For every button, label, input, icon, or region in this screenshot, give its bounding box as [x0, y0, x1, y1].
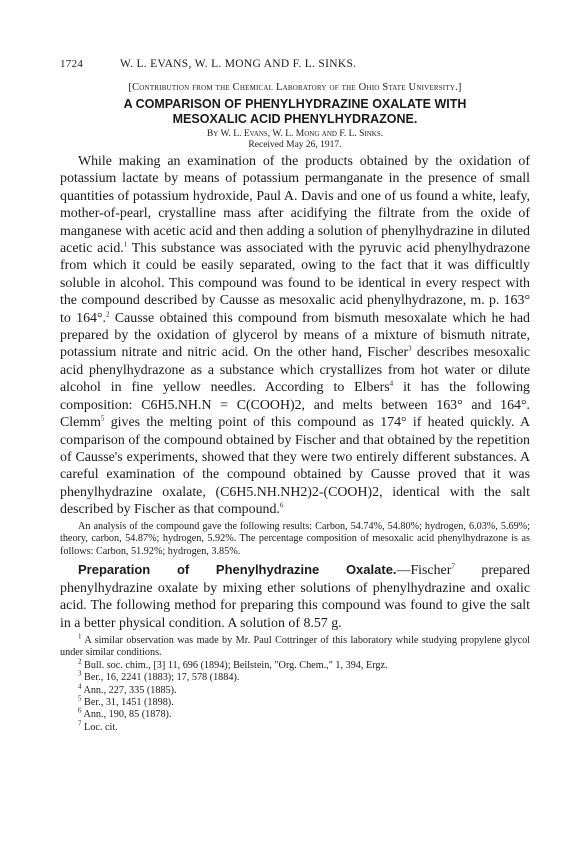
title-line-2: MESOXALIC ACID PHENYLHYDRAZONE. [172, 112, 418, 126]
para-text: it has the following composition: C6H5.NH.N = C(COOH)2, and melts between 163° and 164°. Clemm [60, 380, 530, 431]
page-number: 1724 [60, 58, 84, 70]
authors: By W. L. Evans, W. L. Mong and F. L. Sinks. [206, 129, 384, 139]
footnote-ref: 4 [389, 379, 394, 388]
footnote: $^2$ Bull. soc. chim., [3] 11, 696 (1894); Beilstein, "Org. Chem.," 1, 394, Ergz. [78, 657, 388, 671]
section-heading: Preparation of Phenylhydrazine Oxalate. [78, 562, 397, 578]
analysis-note: An analysis of the compound gave the following results: Carbon, 54.74%, 54.80%; hydrogen, 6.03%, 5.69%; theory, carbon, 54.87%; hydrogen, 5.92%. The percentage composition of mesoxalic acid phenylhydrazone is as follows: Carbon, 51.92%; hydrogen, 3.85%. [60, 520, 530, 557]
journal-page [60, 58, 530, 734]
footnote-ref: 1 [123, 240, 128, 249]
footnote-ref: 5 [100, 414, 105, 423]
footnote: $^5$ Ber., 31, 1451 (1898). [78, 694, 174, 708]
preparation-paragraph [60, 561, 530, 632]
running-title: W. L. EVANS, W. L. MONG AND F. L. SINKS. [120, 58, 357, 70]
footnote-ref: 6 [279, 501, 284, 510]
contribution-line: [Contribution from the Chemical Laboratory of the Ohio State University.] [128, 82, 462, 93]
para-text: describes mesoxalic acid phenylhydrazone as a substance which crystallizes from hot water or dilute alcohol in fine yellow needles. According to Elbers [60, 345, 530, 396]
footnote-ref: 7 [451, 562, 455, 571]
article-title [60, 97, 530, 127]
footnote-ref: 3 [408, 344, 412, 353]
received-date: Received May 26, 1917. [248, 140, 342, 150]
para-text: prepared phenylhydrazine oxalate by mixing ether solutions of phenylhydrazine and oxalic acid. The following method for preparing this compound was found to give the salt in a better physical condition. A solution of 8.57 g. [60, 563, 530, 631]
footnote: $^6$ Ann., 190, 85 (1878). [78, 706, 172, 721]
para-text: Causse obtained this compound from bismuth mesoxalate which he had prepared by the oxidation of glycerol by means of a mixture of bismuth nitrate, potassium nitrate and nitric acid. On the other hand, Fischer [60, 310, 530, 361]
footnote: $^7$ Loc. cit. [78, 719, 118, 733]
footnote-ref: 2 [106, 310, 110, 319]
footnote: $^3$ Ber., 16, 2241 (1883); 17, 578 (1884). [78, 669, 240, 684]
footnote: $^4$ Ann., 227, 335 (1885). [78, 682, 177, 696]
para-text: gives the melting point of this compound as 174° if heated quickly. A comparison of the compound obtained by Fischer and that obtained by the repetition of Causse's experiments, showed that they were two entirely different substances. A careful examination of the compound obtained by Causse proved that it was phenylhydrazine oxalate, (C6H5.NH.NH2)2-(COOH)2, identical with the salt described by Fischer as that compound. [60, 415, 530, 518]
running-head [60, 58, 530, 74]
para-text: While making an examination of the products obtained by the oxidation of potassium lactate by means of potassium permanganate in the presence of small quantities of potassium hydroxide, Paul A. Davis and one of us found a white, leafy, mother-of-pearl, crystalline mass after acidifying the filtrate from the oxide of manganese with acetic acid and then adding a solution of phenylhydrazine in diluted acetic acid. [60, 154, 530, 257]
para-text: This substance was associated with the pyruvic acid phenylhydrazone from which it could be easily separated, owing to the fact that it was difficultly soluble in alcohol. This compound was found to be identical in every respect with the compound described by Causse as mesoxalic acid phenylhydrazone, m. p. 163° to 164°. [60, 241, 530, 326]
footnotes [60, 632, 530, 734]
para-text: —Fischer [396, 563, 452, 579]
title-line-1: A COMPARISON OF PHENYLHYDRAZINE OXALATE WITH [123, 97, 467, 111]
footnote: $^1$ A similar observation was made by Mr. Paul Cottringer of this laboratory while studying propylene glycol under similar conditions. [60, 632, 530, 659]
intro-paragraph [60, 153, 530, 519]
